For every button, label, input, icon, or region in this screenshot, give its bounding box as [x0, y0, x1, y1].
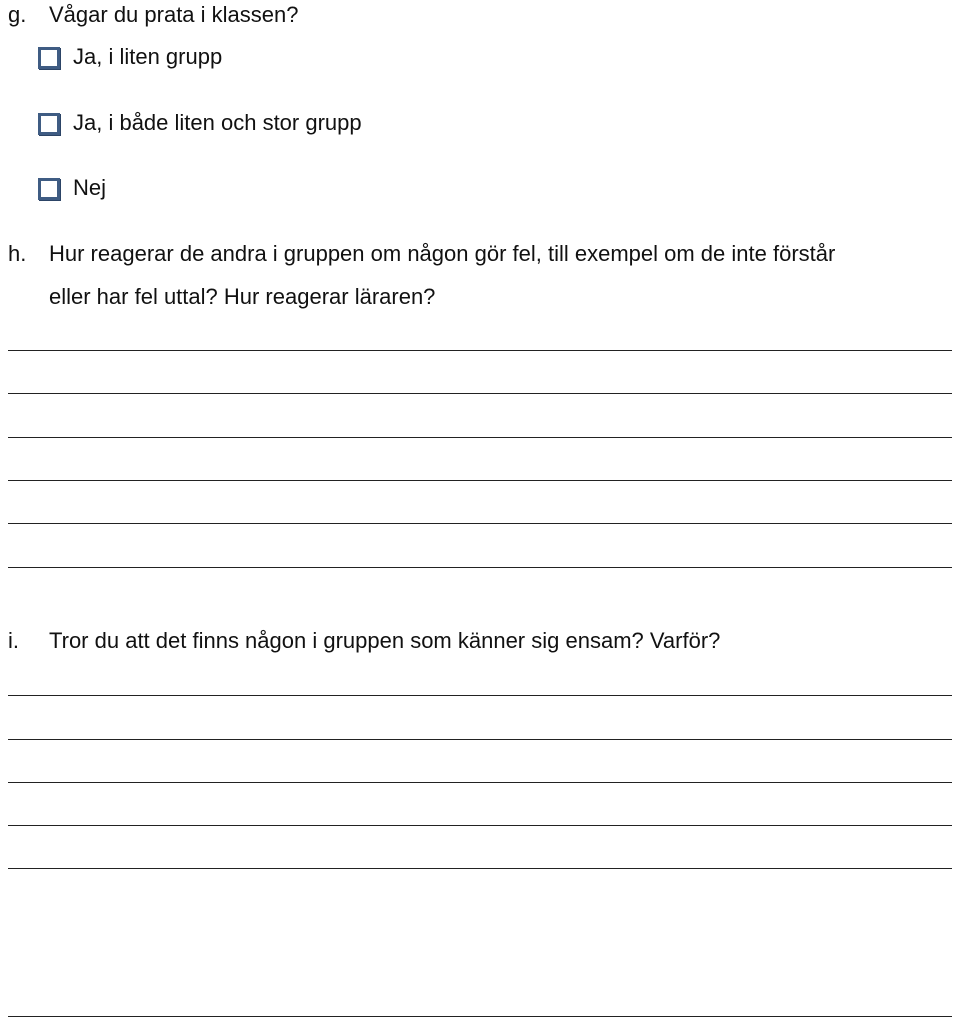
answer-line-i-6[interactable] [8, 1016, 952, 1017]
checkbox-ja-liten-grupp[interactable] [38, 47, 60, 69]
answer-line-i-1[interactable] [8, 695, 952, 696]
answer-line-h-3[interactable] [8, 437, 952, 438]
question-h-text-line2: eller har fel uttal? Hur reagerar läraren? [49, 284, 436, 309]
question-i-marker: i. [8, 628, 19, 653]
option-ja-liten-och-stor-grupp[interactable] [0, 110, 960, 140]
answer-line-i-2[interactable] [8, 739, 952, 740]
option-nej[interactable] [0, 175, 960, 205]
answer-line-h-1[interactable] [8, 350, 952, 351]
checkbox-nej[interactable] [38, 178, 60, 200]
answer-line-h-4[interactable] [8, 480, 952, 481]
checkbox-ja-liten-och-stor-grupp[interactable] [38, 113, 60, 135]
option-ja-liten-grupp[interactable] [0, 44, 960, 74]
option-label: Ja, i liten grupp [73, 44, 223, 69]
answer-line-h-2[interactable] [8, 393, 952, 394]
question-g-marker: g. [8, 2, 27, 27]
question-h-text-line1: Hur reagerar de andra i gruppen om någon gör fel, till exempel om de inte förstår [49, 241, 836, 266]
answer-line-i-4[interactable] [8, 825, 952, 826]
option-label: Ja, i både liten och stor grupp [73, 110, 362, 135]
question-g-text: Vågar du prata i klassen? [49, 2, 299, 27]
question-i-text: Tror du att det finns någon i gruppen som känner sig ensam? Varför? [49, 628, 721, 653]
answer-line-i-3[interactable] [8, 782, 952, 783]
option-label: Nej [73, 175, 107, 200]
answer-line-h-5[interactable] [8, 523, 952, 524]
answer-line-i-5[interactable] [8, 868, 952, 869]
question-h-marker: h. [8, 241, 27, 266]
answer-line-h-6[interactable] [8, 567, 952, 568]
